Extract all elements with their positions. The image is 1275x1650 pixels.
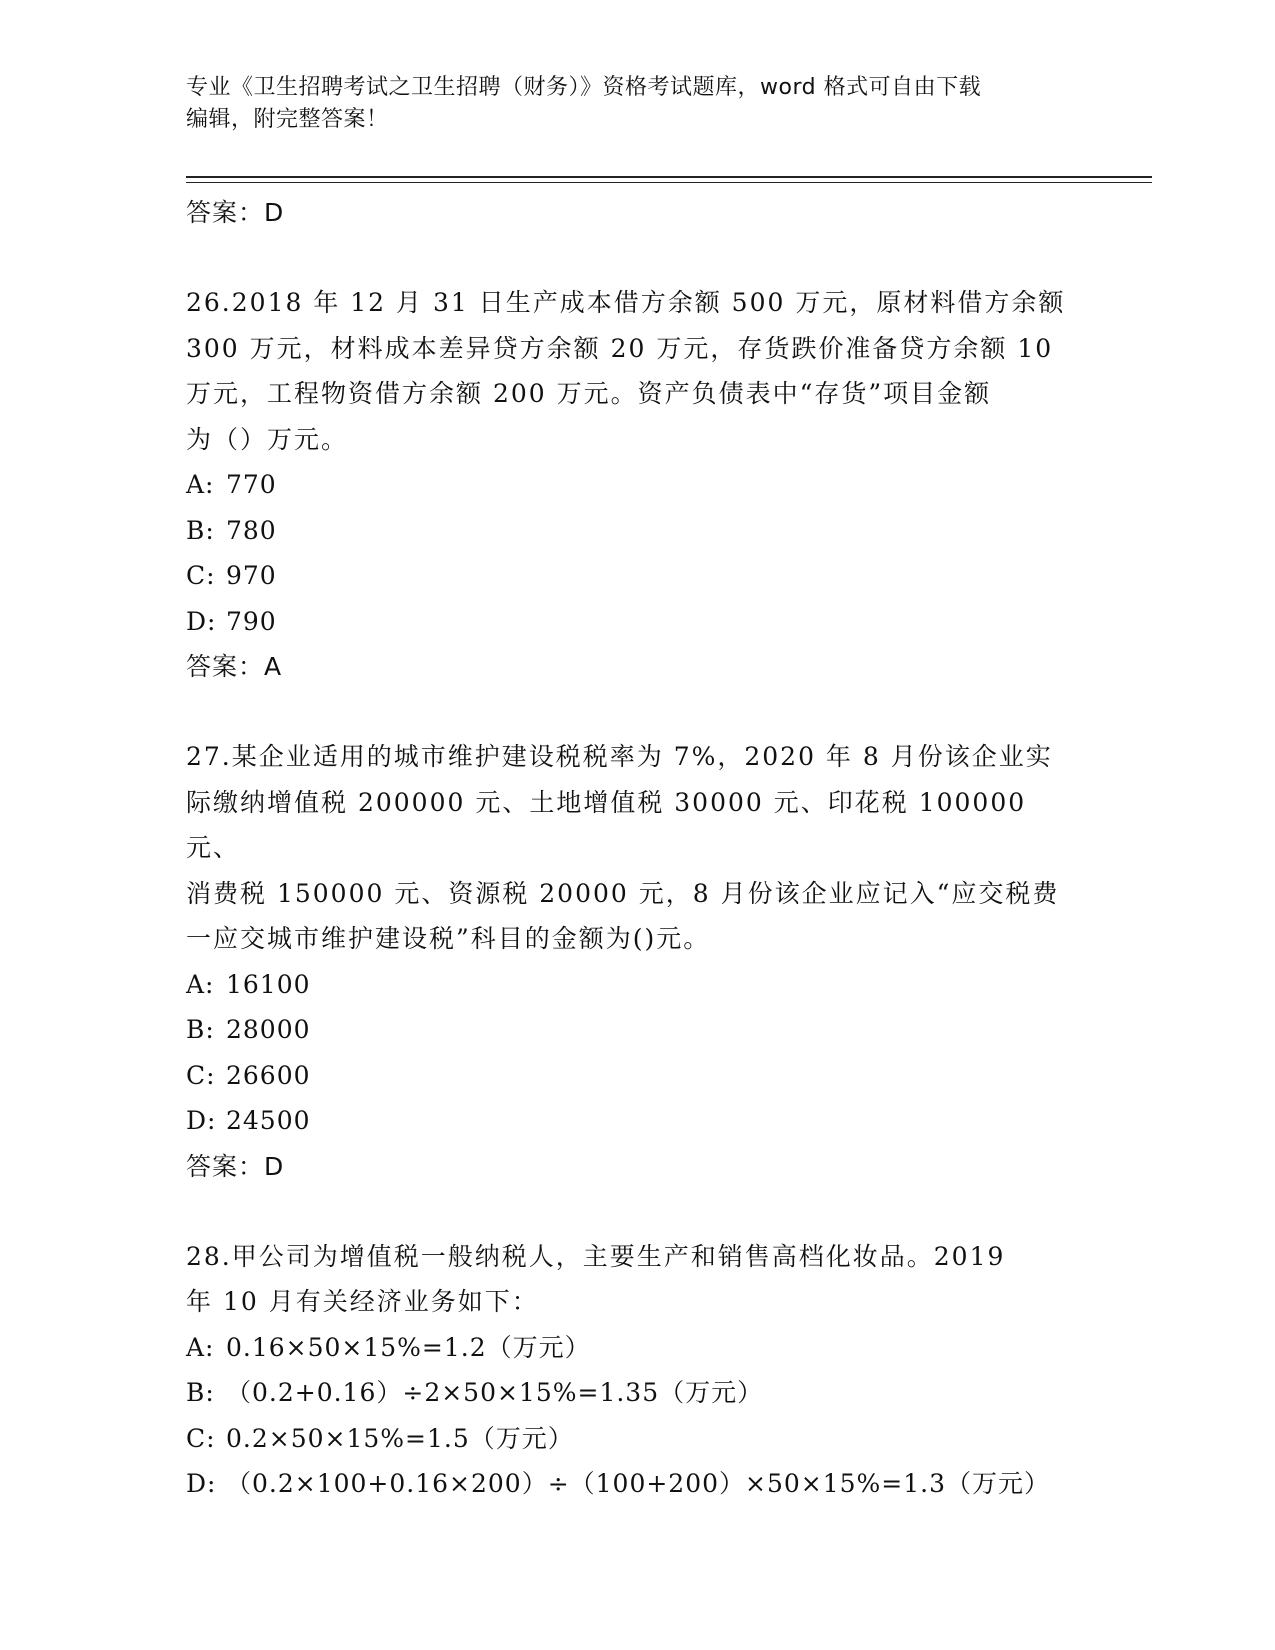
question-26-text: [186, 280, 1086, 462]
question-28-option-a: A: 0.16×50×15%=1.2（万元）: [186, 1332, 591, 1362]
question-26-option-c: C: 970: [186, 561, 277, 590]
question-26-option-a: A: 770: [186, 470, 277, 499]
document-body: [186, 190, 1146, 1507]
answer-25: 答案：D: [186, 198, 285, 227]
question-28-line: 年 10 月有关经济业务如下：: [186, 1287, 539, 1316]
question-27-option-c: C: 26600: [186, 1060, 311, 1090]
question-28-line: 28.甲公司为增值税一般纳税人，主要生产和销售高档化妆品。2019: [186, 1241, 1006, 1271]
question-28-option-b: B: （0.2+0.16）÷2×50×15%=1.35（万元）: [186, 1378, 764, 1407]
question-26-line: 26.2018 年 12 月 31 日生产成本借方余额 500 万元，原材料借方余额: [186, 288, 1066, 317]
question-27-option-d: D: 24500: [186, 1106, 311, 1135]
question-28-text: [186, 1234, 1086, 1325]
header-line-1: 专业《卫生招聘考试之卫生招聘（财务）》资格考试题库，word 格式可自由下载: [186, 75, 982, 100]
question-27-line: 际缴纳增值税 200000 元、土地增值税 30000 元、印花税 100000 元、: [186, 787, 1027, 862]
question-26: [186, 280, 1146, 644]
answer-27: 答案：D: [186, 1151, 285, 1181]
question-28: [186, 1234, 1146, 1507]
question-27-option-a: A: 16100: [186, 969, 311, 999]
question-27: [186, 734, 1146, 1144]
question-26-option-b: B: 780: [186, 515, 277, 545]
answer-26: 答案：A: [186, 652, 283, 681]
question-28-option-c: C: 0.2×50×15%=1.5（万元）: [186, 1423, 574, 1453]
question-26-line: 为（）万元。: [186, 424, 349, 454]
header-rule-thick: [186, 176, 1152, 178]
question-26-line: 万元，工程物资借方余额 200 万元。资产负债表中“存货”项目金额: [186, 379, 992, 408]
header-rule-thin: [186, 182, 1152, 183]
question-28-option-d: D: （0.2×100+0.16×200）÷（100+200）×50×15%=1.3（万元）: [186, 1469, 1051, 1498]
question-27-line: 消费税 150000 元、资源税 20000 元，8 月份该企业应记入“应交税费: [186, 878, 1060, 908]
question-27-option-b: B: 28000: [186, 1015, 311, 1044]
header-line-2: 编辑，附完整答案！: [186, 107, 389, 132]
question-26-line: 300 万元，材料成本差异贷方余额 20 万元，存货跌价准备贷方余额 10: [186, 333, 1054, 363]
question-27-text: [186, 734, 1086, 962]
question-26-option-d: D: 790: [186, 606, 277, 636]
page-header: [186, 72, 1086, 136]
question-27-line: 27.某企业适用的城市维护建设税税率为 7%，2020 年 8 月份该企业实: [186, 742, 1053, 771]
question-27-line: 一应交城市维护建设税”科目的金额为()元。: [186, 924, 711, 953]
